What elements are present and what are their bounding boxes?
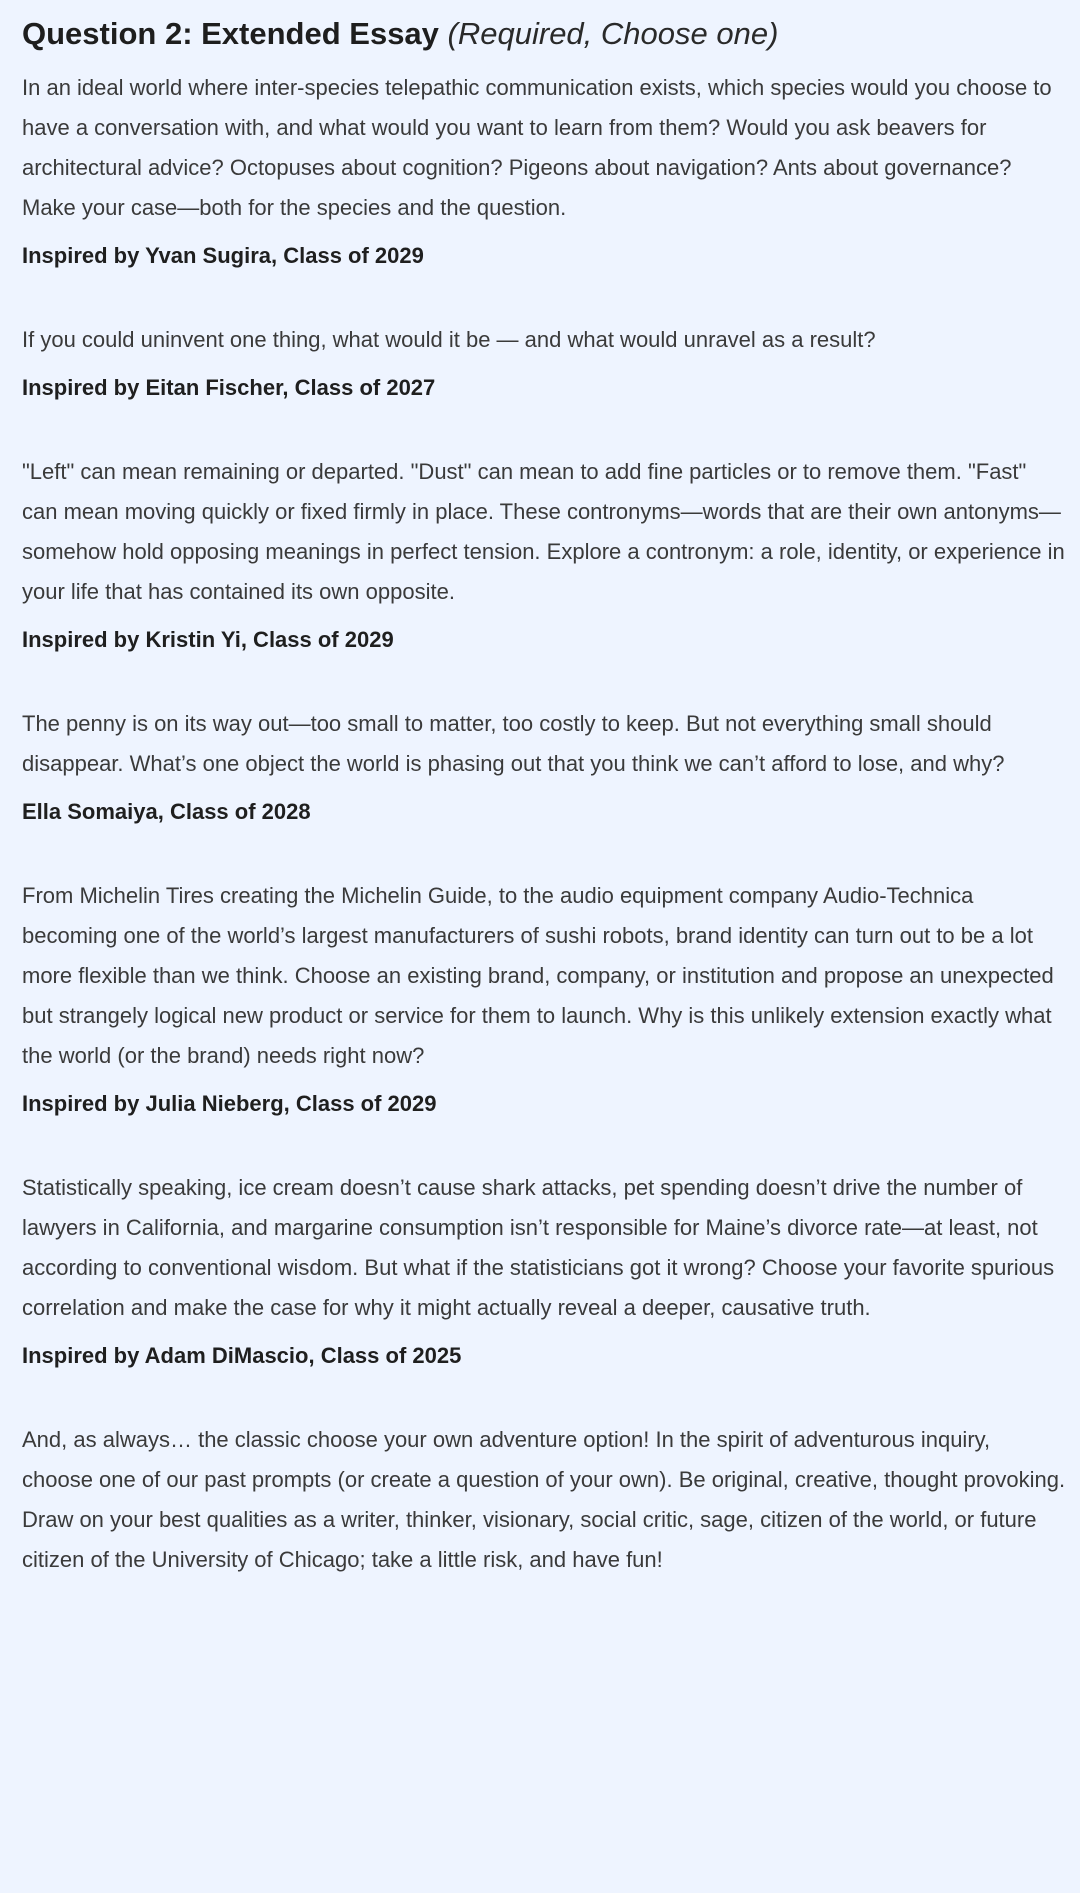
prompt-text: The penny is on its way out—too small to matter, too costly to keep. But not everything small should disappear. What’s one object the world is phasing out that you think we can’t afford to lose, and why?: [22, 711, 1005, 777]
prompt-text: Statistically speaking, ice cream doesn’t cause shark attacks, pet spending doesn’t drive the number of lawyers in California, and margarine consumption isn’t responsible for Maine’s divorce rate—at least, not according to conventional wisdom. But what if the statisticians got it wrong? Choose your favorite spurious correlation and make the case for why it might actually reveal a deeper, causative truth.: [22, 1175, 1055, 1321]
prompt-credit: Inspired by Adam DiMascio, Class of 2025: [22, 1343, 462, 1369]
page-title: [22, 14, 1066, 54]
prompt-5: [22, 876, 1066, 1120]
prompt-text: From Michelin Tires creating the Michelin Guide, to the audio equipment company Audio-Technica becoming one of the world’s largest manufacturers of sushi robots, brand identity can turn out to be a lot more flexible than we think. Choose an existing brand, company, or institution and propose an unexpected but strangely logical new product or service for them to launch. Why is this unlikely extension exactly what the world (or the brand) needs right now?: [22, 883, 1054, 1069]
title-main: Question 2: Extended Essay: [22, 16, 439, 51]
prompt-6: [22, 1168, 1066, 1372]
prompt-3: [22, 452, 1066, 656]
prompt-text: "Left" can mean remaining or departed. "Dust" can mean to add fine particles or to remove them. "Fast" can mean moving quickly or fixed firmly in place. These contronyms—words that are their own antonyms—somehow hold opposing meanings in perfect tension. Explore a contronym: a role, identity, or experience in your life that has contained its own opposite.: [22, 459, 1065, 605]
prompt-credit: Inspired by Kristin Yi, Class of 2029: [22, 627, 394, 653]
prompt-7: [22, 1420, 1066, 1580]
prompt-4: [22, 704, 1066, 828]
prompt-credit: Inspired by Yvan Sugira, Class of 2029: [22, 243, 424, 269]
prompt-1: [22, 68, 1066, 272]
prompt-credit: Inspired by Julia Nieberg, Class of 2029: [22, 1091, 437, 1117]
prompt-credit: Inspired by Eitan Fischer, Class of 2027: [22, 375, 436, 401]
prompt-text: In an ideal world where inter-species telepathic communication exists, which species would you choose to have a conversation with, and what would you want to learn from them? Would you ask beavers for architectural advice? Octopuses about cognition? Pigeons about navigation? Ants about governance? Make your case—both for the species and the question.: [22, 75, 1052, 221]
title-subtitle: (Required, Choose one): [447, 16, 779, 51]
spacer: [22, 404, 1066, 452]
prompt-text: If you could uninvent one thing, what would it be — and what would unravel as a result?: [22, 327, 876, 353]
spacer: [22, 656, 1066, 704]
prompt-text: And, as always… the classic choose your own adventure option! In the spirit of adventurous inquiry, choose one of our past prompts (or create a question of your own). Be original, creative, thought provoking. Draw on your best qualities as a writer, thinker, visionary, social critic, sage, citizen of the world, or future citizen of the University of Chicago; take a little risk, and have fun!: [22, 1427, 1066, 1573]
spacer: [22, 272, 1066, 320]
spacer: [22, 1120, 1066, 1168]
spacer: [22, 828, 1066, 876]
prompt-credit: Ella Somaiya, Class of 2028: [22, 799, 311, 825]
spacer: [22, 1372, 1066, 1420]
prompt-2: [22, 320, 1066, 404]
